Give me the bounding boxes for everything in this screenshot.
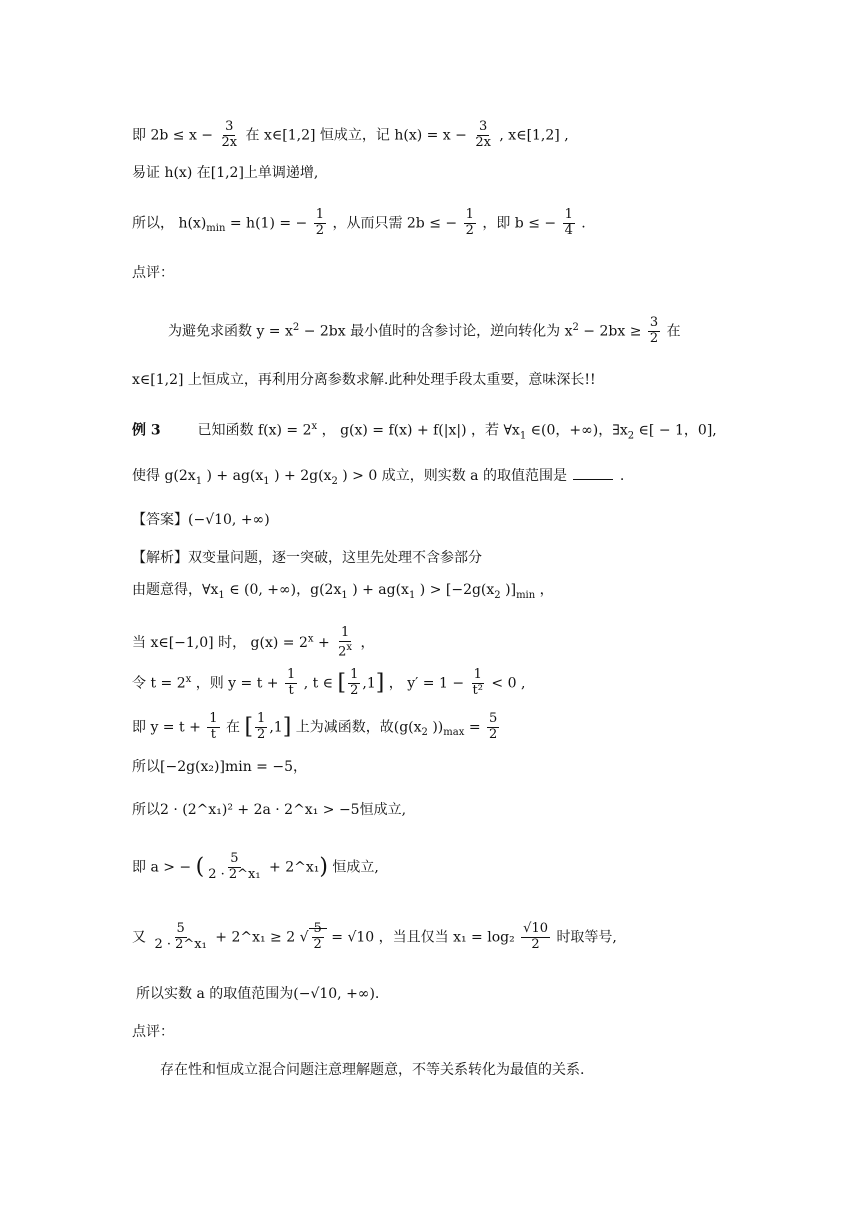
example-label: 例 3 xyxy=(132,422,161,439)
solution-step-2: 当 x∈[−1,0] 时， $g(x) = 2^x$ + $\frac{1}{2^x}$ ， xyxy=(132,625,375,660)
text: , x∈[1,2] , xyxy=(499,127,569,144)
solution-step-4: 即 y = t + $\frac{1}{t}$ 在 [ $\frac{1}{2}$ ,1] 上为减函数，故($g(x_2$ ))$_{max}$ = $\frac{5}{2}$ xyxy=(132,711,498,742)
final-remark: 存在性和恒成立混合问题注意理解题意，不等关系转化为最值的关系. xyxy=(160,1062,585,1078)
line-condition xyxy=(132,120,569,151)
text: 在 x∈[1,2] 恒成立，记 h(x) = x − xyxy=(245,127,467,144)
fraction-3-over-2x: $\frac{3}{2x}$ xyxy=(475,119,491,150)
text: 即 2b ≤ x − xyxy=(132,127,214,144)
review-label-2: 点评： xyxy=(132,1024,174,1040)
solution-step-8: 又 $\frac{5}{\text{2 · 2\textasciicircum{}x₁}}$ + 2^x₁ ≥ 2 √ $\frac{5}{2}$ = √10 ，当且仅当 x₁ = log₂ $\frac{√10}{2}$ 时取等号, xyxy=(132,921,617,952)
answer-blank xyxy=(573,479,613,480)
solution-step-5: 所以[−2g(x₂)]min = −5， xyxy=(132,759,307,775)
review-label: 点评： xyxy=(132,265,174,281)
example-3-line-1: 例 3 已知函数 $f(x) = 2^x$ ， g(x) = f(x) + f(|x|) ，若 $\forall x_1$ ∈(0，+∞)，$\exists x_2$ ∈[ − 1，0], xyxy=(132,421,717,442)
solution-conclusion: 所以实数 a 的取值范围为(−√10, +∞). xyxy=(136,986,380,1002)
review-line-2: x∈[1,2] 上恒成立，再利用分离参数求解.此种处理手段太重要，意味深长!! xyxy=(132,372,596,388)
solution-step-6: 所以2 · (2^x₁)² + 2a · 2^x₁ > −5恒成立, xyxy=(132,802,407,818)
fraction-3-over-2x: $\frac{3}{2x}$ xyxy=(221,119,238,150)
example-3-line-2: 使得 $g(2x_1$ ) + $ag(x_1$ ) + $2g(x_2$ ) > 0 成立，则实数 a 的取值范围是 . xyxy=(132,468,625,487)
analysis-line: 【解析】双变量问题，逐一突破，这里先处理不含参部分 xyxy=(132,550,482,566)
solution-step-3: 令 $t = 2^x$ ，则 y = t + $\frac{1}{t}$ , t ∈ [ $\frac{1}{2}$ ,1] ， y′ = 1 − $\frac{1}{\text{t²}}$ < 0 , xyxy=(132,667,526,698)
line-monotonic: 易证 h(x) 在[1,2]上单调递增, xyxy=(132,165,319,181)
solution-step-1: 由题意得，$\forall x_1$ ∈ (0, +∞)，$g(2x_1$ ) + $ag(x_1$ ) > [$-2g(x_2$ )]$_{min}$ ， xyxy=(132,582,554,601)
line-minimum: 所以， $h(x)_{min} = h(1)$ = − $\frac{1}{2}$ ，从而只需 2b ≤ − $\frac{1}{2}$ ，即 b ≤ − $\frac{1}{4}$ . xyxy=(132,207,586,238)
solution-step-7: 即 a > − ( $\frac{5}{\text{2 · 2\textasciicircum{}x₁}}$ + 2^x₁) 恒成立, xyxy=(132,851,379,882)
review-line-1: 为避免求函数 $y = x^2 - 2bx$ 最小值时的含参讨论，逆向转化为 $x^2 - 2bx$ ≥ $\frac{3}{2}$ 在 xyxy=(168,315,681,346)
answer-line: 【答案】(−√10, +∞) xyxy=(132,512,270,528)
